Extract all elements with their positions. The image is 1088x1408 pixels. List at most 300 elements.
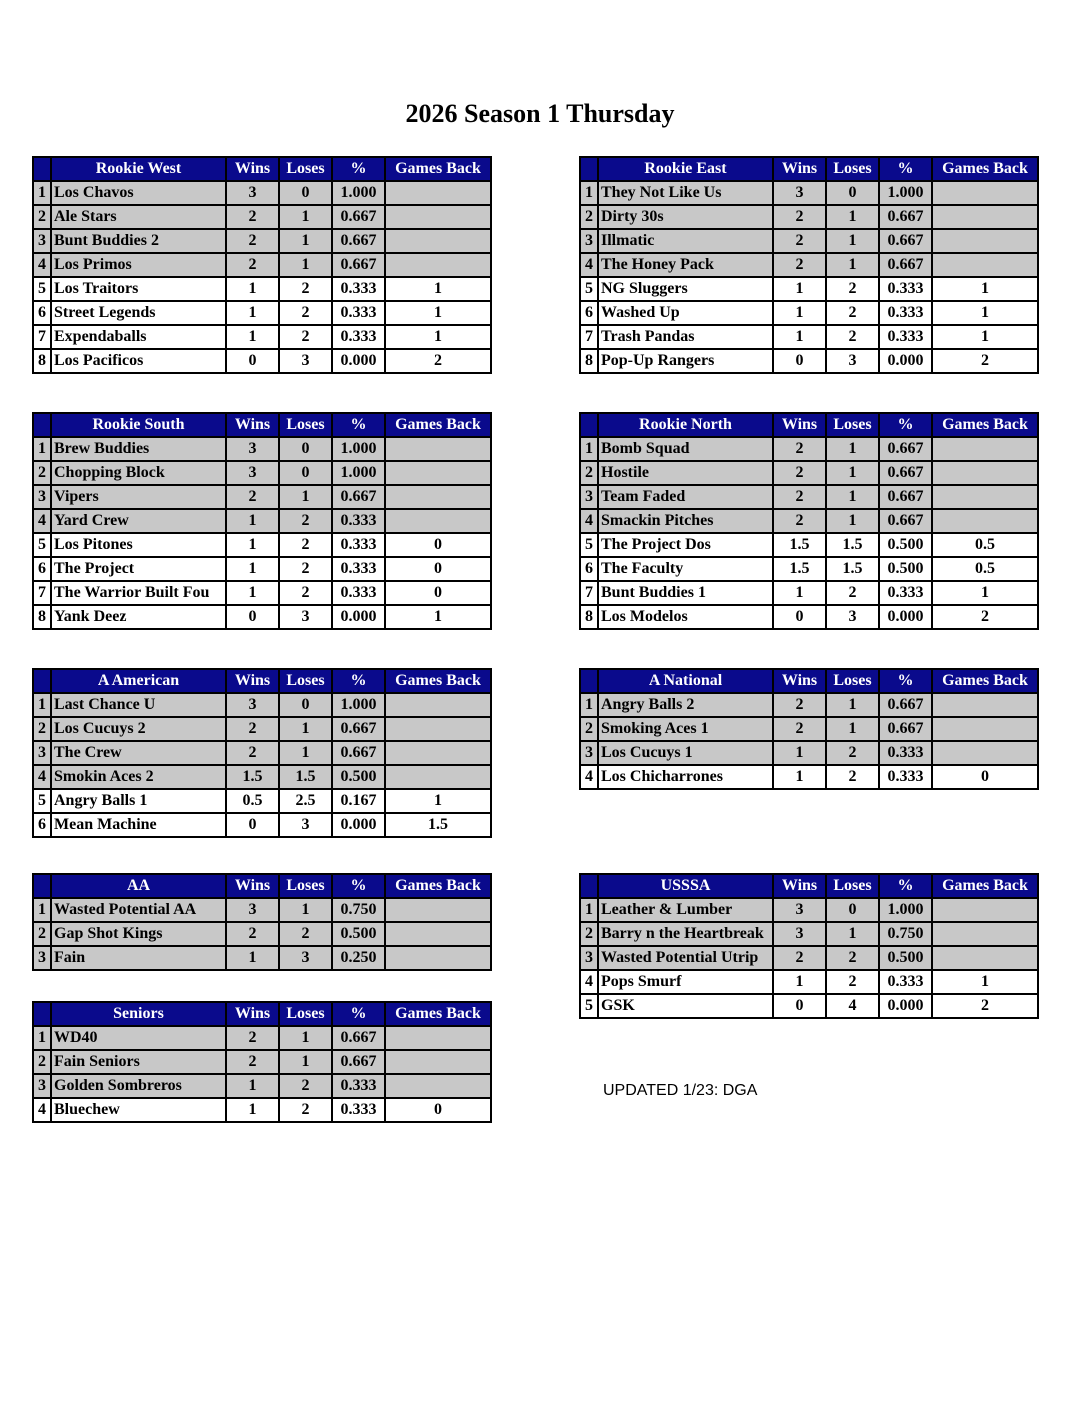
team-name: Washed Up — [598, 301, 773, 325]
table-row — [33, 922, 491, 946]
team-games-back — [385, 509, 491, 533]
team-wins: 2 — [773, 461, 826, 485]
team-wins: 1 — [226, 277, 279, 301]
team-loses: 1 — [826, 485, 879, 509]
table-row — [580, 605, 1038, 629]
team-wins: 1.5 — [226, 765, 279, 789]
team-games-back: 1.5 — [385, 813, 491, 837]
team-name: Angry Balls 2 — [598, 693, 773, 717]
team-pct: 0.333 — [332, 325, 385, 349]
team-name: Wasted Potential Utrip — [598, 946, 773, 970]
team-loses: 2 — [279, 922, 332, 946]
standings-table-usssa — [579, 873, 1039, 1019]
team-name: Los Cucuys 1 — [598, 741, 773, 765]
team-pct: 0.667 — [879, 485, 932, 509]
team-wins: 0 — [226, 813, 279, 837]
team-pct: 0.000 — [332, 349, 385, 373]
team-games-back: 1 — [385, 277, 491, 301]
team-name: Los Traitors — [51, 277, 226, 301]
team-wins: 0 — [773, 994, 826, 1018]
team-games-back: 1 — [932, 301, 1038, 325]
team-name: The Crew — [51, 741, 226, 765]
team-wins: 1 — [773, 325, 826, 349]
team-pct: 0.500 — [879, 533, 932, 557]
team-rank: 6 — [33, 557, 51, 581]
table-header-row — [580, 413, 1038, 437]
team-name: Ale Stars — [51, 205, 226, 229]
team-pct: 0.667 — [332, 741, 385, 765]
table-row — [580, 717, 1038, 741]
team-games-back: 2 — [932, 349, 1038, 373]
team-pct: 0.667 — [332, 253, 385, 277]
team-games-back — [932, 741, 1038, 765]
team-pct: 0.333 — [879, 765, 932, 789]
team-rank: 4 — [33, 1098, 51, 1122]
team-wins: 1 — [226, 1074, 279, 1098]
team-wins: 2 — [773, 717, 826, 741]
team-games-back: 1 — [932, 325, 1038, 349]
team-rank: 2 — [580, 461, 598, 485]
team-games-back — [385, 461, 491, 485]
team-loses: 2 — [279, 301, 332, 325]
team-rank: 2 — [580, 205, 598, 229]
team-wins: 2 — [773, 693, 826, 717]
team-name: Bunt Buddies 1 — [598, 581, 773, 605]
team-wins: 0 — [226, 349, 279, 373]
team-games-back — [385, 898, 491, 922]
header-loses: Loses — [279, 1002, 332, 1026]
header-games-back: Games Back — [385, 874, 491, 898]
team-games-back — [932, 437, 1038, 461]
team-games-back — [932, 229, 1038, 253]
table-row — [33, 946, 491, 970]
team-name: Fain Seniors — [51, 1050, 226, 1074]
team-pct: 0.000 — [332, 813, 385, 837]
team-wins: 1 — [226, 301, 279, 325]
team-name: Golden Sombreros — [51, 1074, 226, 1098]
team-rank: 2 — [33, 922, 51, 946]
table-row — [33, 325, 491, 349]
team-rank: 5 — [33, 789, 51, 813]
header-pct: % — [879, 157, 932, 181]
team-rank: 5 — [33, 533, 51, 557]
team-pct: 0.333 — [332, 1074, 385, 1098]
table-header-row — [33, 669, 491, 693]
team-loses: 2 — [826, 325, 879, 349]
team-wins: 2 — [773, 509, 826, 533]
header-loses: Loses — [279, 874, 332, 898]
team-wins: 1 — [226, 509, 279, 533]
team-pct: 0.000 — [879, 994, 932, 1018]
team-wins: 1 — [226, 1098, 279, 1122]
table-row — [580, 349, 1038, 373]
team-rank: 6 — [33, 301, 51, 325]
header-games-back: Games Back — [932, 413, 1038, 437]
team-rank: 5 — [580, 533, 598, 557]
team-rank: 1 — [33, 1026, 51, 1050]
team-pct: 1.000 — [332, 461, 385, 485]
standings-table-aa — [32, 873, 492, 971]
header-loses: Loses — [826, 413, 879, 437]
team-pct: 0.667 — [879, 253, 932, 277]
team-name: Pop-Up Rangers — [598, 349, 773, 373]
team-loses: 1 — [826, 253, 879, 277]
table-row — [33, 349, 491, 373]
team-rank: 6 — [580, 557, 598, 581]
team-name: Bluechew — [51, 1098, 226, 1122]
header-wins: Wins — [773, 874, 826, 898]
team-games-back — [932, 205, 1038, 229]
table-row — [33, 253, 491, 277]
header-rank-cell — [580, 669, 598, 693]
team-loses: 1 — [826, 717, 879, 741]
team-wins: 2 — [773, 229, 826, 253]
division-name: Rookie South — [51, 413, 226, 437]
table-row — [33, 765, 491, 789]
team-name: GSK — [598, 994, 773, 1018]
team-name: Fain — [51, 946, 226, 970]
header-pct: % — [879, 413, 932, 437]
team-rank: 4 — [33, 765, 51, 789]
team-pct: 0.333 — [332, 557, 385, 581]
header-wins: Wins — [226, 413, 279, 437]
team-games-back: 1 — [385, 325, 491, 349]
team-wins: 1 — [773, 970, 826, 994]
team-loses: 2 — [826, 301, 879, 325]
team-loses: 1 — [826, 229, 879, 253]
table-row — [33, 277, 491, 301]
team-rank: 2 — [580, 922, 598, 946]
team-games-back — [385, 181, 491, 205]
team-loses: 3 — [826, 605, 879, 629]
team-games-back — [932, 693, 1038, 717]
team-games-back — [932, 485, 1038, 509]
team-pct: 1.000 — [332, 693, 385, 717]
team-pct: 0.000 — [879, 605, 932, 629]
team-pct: 0.333 — [879, 970, 932, 994]
team-games-back: 0 — [385, 581, 491, 605]
team-name: Pops Smurf — [598, 970, 773, 994]
team-name: Los Pitones — [51, 533, 226, 557]
team-loses: 1 — [279, 1050, 332, 1074]
team-rank: 3 — [33, 485, 51, 509]
standings-table-rookie-east — [579, 156, 1039, 374]
table-row — [33, 741, 491, 765]
team-loses: 1 — [279, 741, 332, 765]
team-rank: 1 — [580, 898, 598, 922]
team-games-back: 2 — [932, 605, 1038, 629]
team-wins: 1 — [773, 581, 826, 605]
team-rank: 3 — [33, 741, 51, 765]
team-name: The Faculty — [598, 557, 773, 581]
team-wins: 1.5 — [773, 557, 826, 581]
team-rank: 8 — [33, 349, 51, 373]
team-pct: 0.250 — [332, 946, 385, 970]
team-wins: 2 — [226, 922, 279, 946]
team-games-back — [932, 509, 1038, 533]
team-wins: 3 — [226, 461, 279, 485]
team-wins: 3 — [773, 181, 826, 205]
team-loses: 1 — [826, 205, 879, 229]
team-rank: 6 — [580, 301, 598, 325]
table-row — [33, 301, 491, 325]
team-pct: 0.333 — [879, 581, 932, 605]
team-rank: 5 — [33, 277, 51, 301]
header-pct: % — [879, 669, 932, 693]
team-pct: 0.667 — [332, 485, 385, 509]
team-name: Barry n the Heartbreak — [598, 922, 773, 946]
page-title: 2026 Season 1 Thursday — [405, 99, 675, 128]
team-loses: 3 — [279, 946, 332, 970]
team-pct: 0.667 — [332, 1026, 385, 1050]
team-rank: 7 — [33, 581, 51, 605]
team-wins: 2 — [226, 485, 279, 509]
team-wins: 1 — [773, 301, 826, 325]
team-name: Los Chavos — [51, 181, 226, 205]
header-pct: % — [332, 157, 385, 181]
team-wins: 2 — [226, 1050, 279, 1074]
team-loses: 1 — [279, 253, 332, 277]
team-wins: 2 — [226, 205, 279, 229]
team-rank: 8 — [580, 349, 598, 373]
team-wins: 2 — [773, 437, 826, 461]
table-row — [33, 1026, 491, 1050]
division-name: Rookie North — [598, 413, 773, 437]
team-pct: 0.667 — [332, 229, 385, 253]
team-games-back — [932, 181, 1038, 205]
team-name: Yard Crew — [51, 509, 226, 533]
team-games-back: 0.5 — [932, 557, 1038, 581]
team-loses: 4 — [826, 994, 879, 1018]
team-rank: 4 — [33, 253, 51, 277]
team-pct: 0.500 — [332, 765, 385, 789]
table-row — [33, 229, 491, 253]
table-row — [580, 437, 1038, 461]
team-rank: 6 — [33, 813, 51, 837]
team-pct: 0.750 — [332, 898, 385, 922]
team-wins: 0 — [773, 605, 826, 629]
team-loses: 2 — [279, 557, 332, 581]
header-rank-cell — [33, 1002, 51, 1026]
table-row — [33, 581, 491, 605]
team-games-back: 1 — [385, 789, 491, 813]
table-row — [580, 181, 1038, 205]
team-pct: 0.000 — [879, 349, 932, 373]
team-wins: 2 — [773, 946, 826, 970]
table-row — [580, 922, 1038, 946]
table-row — [33, 717, 491, 741]
team-name: They Not Like Us — [598, 181, 773, 205]
header-wins: Wins — [226, 1002, 279, 1026]
team-wins: 2 — [773, 205, 826, 229]
team-rank: 3 — [580, 485, 598, 509]
team-loses: 0 — [826, 181, 879, 205]
team-games-back — [932, 922, 1038, 946]
table-row — [580, 205, 1038, 229]
header-loses: Loses — [826, 669, 879, 693]
team-name: Smoking Aces 1 — [598, 717, 773, 741]
team-pct: 1.000 — [879, 181, 932, 205]
team-loses: 2.5 — [279, 789, 332, 813]
team-name: WD40 — [51, 1026, 226, 1050]
team-games-back — [385, 485, 491, 509]
team-loses: 1 — [279, 485, 332, 509]
team-wins: 1 — [226, 581, 279, 605]
header-rank-cell — [33, 157, 51, 181]
team-loses: 0 — [279, 693, 332, 717]
division-name: Rookie West — [51, 157, 226, 181]
team-wins: 2 — [226, 1026, 279, 1050]
table-header-row — [580, 669, 1038, 693]
table-row — [580, 765, 1038, 789]
team-games-back: 0 — [932, 765, 1038, 789]
header-pct: % — [332, 413, 385, 437]
team-rank: 7 — [580, 325, 598, 349]
team-loses: 0 — [279, 181, 332, 205]
team-pct: 1.000 — [879, 898, 932, 922]
header-wins: Wins — [226, 874, 279, 898]
header-games-back: Games Back — [385, 1002, 491, 1026]
team-rank: 4 — [580, 509, 598, 533]
team-name: Brew Buddies — [51, 437, 226, 461]
team-games-back — [385, 717, 491, 741]
table-row — [33, 557, 491, 581]
header-pct: % — [332, 669, 385, 693]
team-games-back — [385, 1050, 491, 1074]
team-games-back: 0 — [385, 1098, 491, 1122]
team-rank: 1 — [33, 181, 51, 205]
team-pct: 0.667 — [879, 461, 932, 485]
team-loses: 1.5 — [279, 765, 332, 789]
table-row — [33, 605, 491, 629]
team-games-back — [385, 437, 491, 461]
team-name: Mean Machine — [51, 813, 226, 837]
header-loses: Loses — [279, 157, 332, 181]
table-row — [33, 1098, 491, 1122]
header-rank-cell — [33, 669, 51, 693]
team-wins: 1 — [226, 325, 279, 349]
team-rank: 4 — [580, 765, 598, 789]
table-row — [580, 485, 1038, 509]
team-name: Bunt Buddies 2 — [51, 229, 226, 253]
header-rank-cell — [33, 874, 51, 898]
header-games-back: Games Back — [385, 157, 491, 181]
updated-note: UPDATED 1/23: DGA — [603, 1082, 758, 1099]
team-rank: 3 — [580, 946, 598, 970]
team-rank: 2 — [33, 1050, 51, 1074]
team-name: Angry Balls 1 — [51, 789, 226, 813]
table-row — [580, 277, 1038, 301]
team-rank: 2 — [33, 717, 51, 741]
team-loses: 1 — [826, 693, 879, 717]
table-row — [580, 970, 1038, 994]
header-wins: Wins — [773, 413, 826, 437]
team-name: Smackin Pitches — [598, 509, 773, 533]
team-pct: 0.500 — [332, 922, 385, 946]
team-name: NG Sluggers — [598, 277, 773, 301]
table-header-row — [33, 874, 491, 898]
table-row — [33, 898, 491, 922]
team-games-back: 0 — [385, 557, 491, 581]
table-row — [33, 789, 491, 813]
team-loses: 1 — [826, 437, 879, 461]
team-rank: 1 — [33, 437, 51, 461]
team-games-back — [385, 1026, 491, 1050]
team-name: Chopping Block — [51, 461, 226, 485]
table-row — [33, 693, 491, 717]
division-name: Seniors — [51, 1002, 226, 1026]
team-pct: 0.667 — [879, 693, 932, 717]
team-rank: 2 — [33, 461, 51, 485]
team-loses: 2 — [826, 741, 879, 765]
table-row — [580, 533, 1038, 557]
team-rank: 3 — [33, 229, 51, 253]
team-wins: 3 — [226, 898, 279, 922]
team-name: Last Chance U — [51, 693, 226, 717]
team-loses: 2 — [279, 1098, 332, 1122]
table-row — [33, 437, 491, 461]
team-rank: 5 — [580, 994, 598, 1018]
team-games-back — [932, 717, 1038, 741]
team-name: Los Modelos — [598, 605, 773, 629]
team-wins: 0 — [226, 605, 279, 629]
table-row — [580, 229, 1038, 253]
team-name: Bomb Squad — [598, 437, 773, 461]
team-rank: 3 — [580, 229, 598, 253]
standings-table-seniors — [32, 1001, 492, 1123]
team-name: Yank Deez — [51, 605, 226, 629]
table-row — [580, 253, 1038, 277]
header-pct: % — [332, 874, 385, 898]
team-wins: 2 — [226, 741, 279, 765]
team-rank: 4 — [580, 253, 598, 277]
team-loses: 2 — [279, 325, 332, 349]
table-row — [580, 946, 1038, 970]
team-pct: 0.667 — [332, 717, 385, 741]
team-loses: 3 — [826, 349, 879, 373]
team-loses: 2 — [279, 1074, 332, 1098]
team-pct: 0.667 — [879, 205, 932, 229]
header-rank-cell — [33, 413, 51, 437]
team-name: The Project Dos — [598, 533, 773, 557]
team-rank: 1 — [33, 898, 51, 922]
team-games-back: 2 — [385, 349, 491, 373]
team-wins: 2 — [226, 253, 279, 277]
table-row — [580, 898, 1038, 922]
team-games-back: 0 — [385, 533, 491, 557]
team-games-back: 1 — [385, 301, 491, 325]
team-games-back — [385, 205, 491, 229]
team-games-back: 1 — [385, 605, 491, 629]
team-loses: 2 — [279, 509, 332, 533]
header-games-back: Games Back — [932, 669, 1038, 693]
header-wins: Wins — [773, 157, 826, 181]
team-loses: 2 — [279, 533, 332, 557]
header-loses: Loses — [279, 669, 332, 693]
header-games-back: Games Back — [385, 413, 491, 437]
team-loses: 2 — [279, 581, 332, 605]
team-loses: 1 — [279, 898, 332, 922]
table-row — [33, 533, 491, 557]
table-row — [33, 485, 491, 509]
team-games-back — [932, 461, 1038, 485]
header-pct: % — [332, 1002, 385, 1026]
table-row — [580, 461, 1038, 485]
table-header-row — [33, 413, 491, 437]
team-pct: 0.667 — [332, 1050, 385, 1074]
team-pct: 0.333 — [332, 1098, 385, 1122]
team-wins: 2 — [773, 485, 826, 509]
